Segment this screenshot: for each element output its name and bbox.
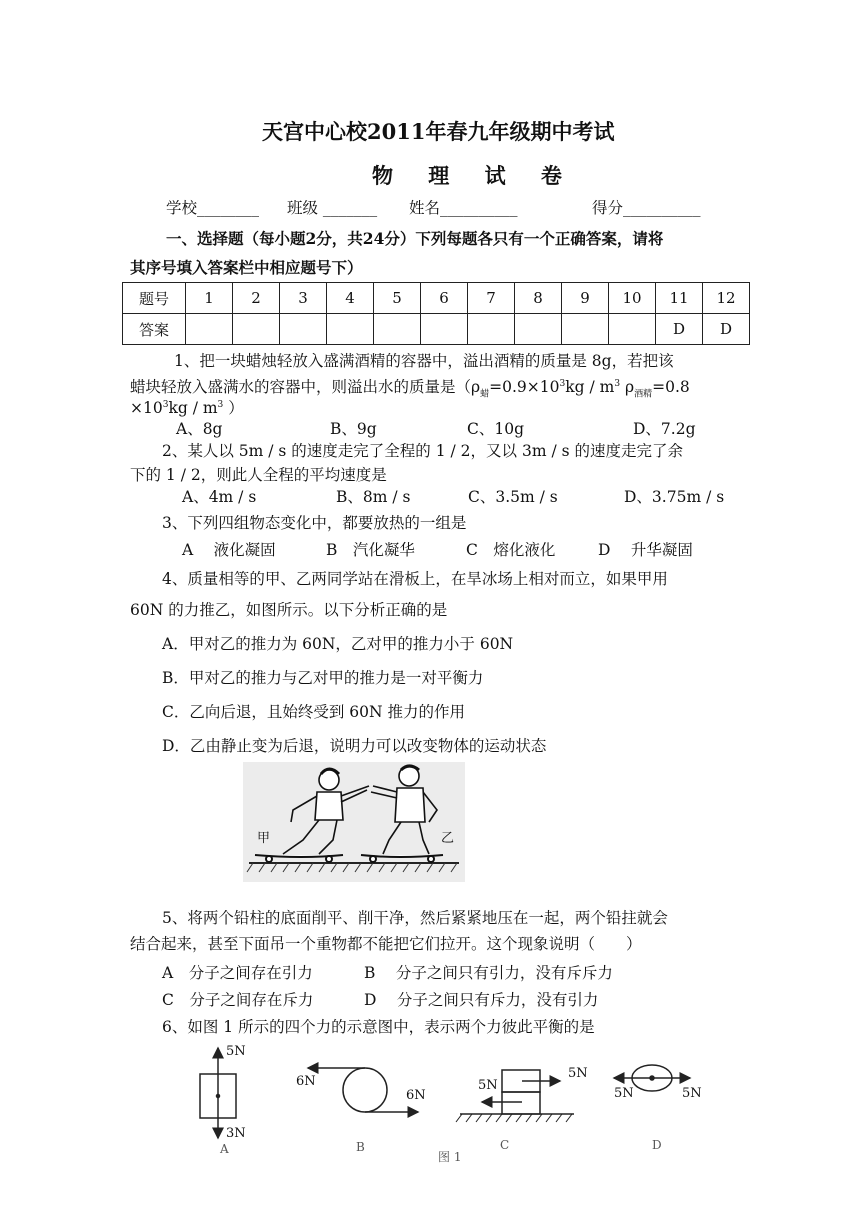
option-d[interactable]: D．乙由静止变为后退，说明力可以改变物体的运动状态 (162, 737, 547, 755)
question-number-cell: 2 (233, 283, 280, 314)
force-label: 6N (406, 1088, 426, 1103)
question-5-line: 5、将两个铅柱的底面削平、削干净，然后紧紧地压在一起，两个铅拄就会 (162, 909, 668, 927)
question-1-line: 1、把一块蜡烛轻放入盛满酒精的容器中，溢出酒精的质量是 8g，若把该 (174, 352, 674, 370)
answer-cell[interactable] (468, 314, 515, 345)
option-c[interactable]: C 熔化液化 (466, 541, 556, 559)
question-3-line: 3、下列四组物态变化中，都要放热的一组是 (162, 514, 467, 532)
diagram-label: D (652, 1138, 662, 1152)
skaters-illustration (243, 762, 465, 882)
answer-cell[interactable] (280, 314, 327, 345)
option-d[interactable]: D 升华凝固 (598, 541, 693, 559)
option-a[interactable]: A 液化凝固 (182, 541, 276, 559)
question-6-line: 6、如图 1 所示的四个力的示意图中，表示两个力彼此平衡的是 (162, 1018, 595, 1036)
option-b[interactable]: B 分子之间只有引力，没有斥斥力 (364, 964, 613, 982)
answer-cell[interactable] (186, 314, 233, 345)
question-number-cell: 4 (327, 283, 374, 314)
name-field: 姓名__________ (409, 199, 518, 217)
class-field: 班级 _______ (287, 199, 378, 217)
option-b[interactable]: B 汽化凝华 (326, 541, 415, 559)
question-number-cell: 12 (703, 283, 750, 314)
answer-cell[interactable] (421, 314, 468, 345)
table-header-cell: 题号 (123, 283, 186, 314)
option-a[interactable]: A 分子之间存在引力 (162, 964, 313, 982)
question-number-cell: 8 (515, 283, 562, 314)
option-a[interactable]: A．甲对乙的推力为 60N，乙对甲的推力小于 60N (162, 635, 514, 653)
option-a[interactable]: A、4m / s (182, 488, 257, 506)
question-2-line: 下的 1 / 2，则此人全程的平均速度是 (130, 466, 387, 484)
answer-cell[interactable]: D (656, 314, 703, 345)
option-c[interactable]: C、10g (467, 420, 525, 438)
force-label: 6N (296, 1074, 316, 1089)
option-b[interactable]: B、8m / s (336, 488, 411, 506)
question-4-line: 4、质量相等的甲、乙两同学站在滑板上，在旱冰场上相对而立，如果甲用 (162, 570, 668, 588)
force-label: 5N (478, 1078, 498, 1093)
option-b[interactable]: B、9g (330, 420, 377, 438)
option-d[interactable]: D 分子之间只有斥力，没有引力 (364, 991, 599, 1009)
question-number-cell: 1 (186, 283, 233, 314)
question-number-cell: 10 (609, 283, 656, 314)
option-c[interactable]: C 分子之间存在斥力 (162, 991, 314, 1009)
diagram-c (456, 1070, 574, 1122)
table-row (123, 283, 750, 314)
table-row (123, 314, 750, 345)
question-number-cell: 11 (656, 283, 703, 314)
figure-label-right: 乙 (441, 831, 455, 846)
answer-cell[interactable] (327, 314, 374, 345)
score-field: 得分__________ (592, 199, 701, 217)
force-diagrams-figure (190, 1042, 730, 1172)
section-heading: 一、选择题（每小题2分，共24分）下列每题各只有一个正确答案，请将 (166, 229, 664, 248)
force-label: 5N (568, 1066, 588, 1081)
question-5-line: 结合起来，甚至下面吊一个重物都不能把它们拉开。这个现象说明（ ） (130, 935, 642, 953)
diagram-b (308, 1068, 418, 1112)
question-number-cell: 5 (374, 283, 421, 314)
table-header-cell: 答案 (123, 314, 186, 345)
answer-cell[interactable] (609, 314, 656, 345)
school-field: 学校________ (166, 199, 260, 217)
force-label: 5N (682, 1086, 702, 1101)
figure-label-left: 甲 (257, 831, 271, 846)
option-d[interactable]: D、3.75m / s (624, 488, 725, 506)
answer-table (122, 282, 750, 345)
diagram-label: A (220, 1142, 229, 1156)
option-c[interactable]: C、3.5m / s (468, 488, 558, 506)
answer-cell[interactable]: D (703, 314, 750, 345)
question-number-cell: 3 (280, 283, 327, 314)
question-1-line: 蜡块轻放入盛满水的容器中，则溢出水的质量是（$\rho_蜡=0.9\times 10^3kg / m^3$ $\rho_{酒精}=0.8$ (130, 378, 690, 400)
force-label: 3N (226, 1126, 246, 1141)
question-4-line: 60N 的力推乙，如图所示。以下分析正确的是 (130, 601, 448, 619)
answer-cell[interactable] (515, 314, 562, 345)
section-heading-cont: 其序号填入答案栏中相应题号下） (130, 258, 363, 277)
option-c[interactable]: C．乙向后退，且始终受到 60N 推力的作用 (162, 703, 466, 721)
figure-caption: 图 1 (438, 1150, 462, 1164)
answer-cell[interactable] (233, 314, 280, 345)
force-label: 5N (226, 1044, 246, 1059)
question-number-cell: 7 (468, 283, 515, 314)
question-1-line: $\times 10^3kg / m^3$ ） (130, 399, 244, 418)
question-2-line: 2、某人以 5m / s 的速度走完了全程的 1 / 2，又以 3m / s 的速度走完了余 (162, 442, 683, 460)
answer-cell[interactable] (562, 314, 609, 345)
force-label: 5N (614, 1086, 634, 1101)
option-a[interactable]: A、8g (176, 420, 223, 438)
question-number-cell: 6 (421, 283, 468, 314)
diagram-a (200, 1048, 236, 1138)
page-title: 天宫中心校2011年春九年级期中考试 (262, 119, 615, 144)
skaters-figure (243, 762, 465, 882)
page-subtitle: 物 理 试 卷 (372, 163, 576, 188)
diagram-label: B (356, 1140, 365, 1154)
question-number-cell: 9 (562, 283, 609, 314)
answer-cell[interactable] (374, 314, 421, 345)
diagram-label: C (500, 1138, 510, 1152)
option-d[interactable]: D、7.2g (633, 420, 696, 438)
option-b[interactable]: B．甲对乙的推力与乙对甲的推力是一对平衡力 (162, 669, 484, 687)
